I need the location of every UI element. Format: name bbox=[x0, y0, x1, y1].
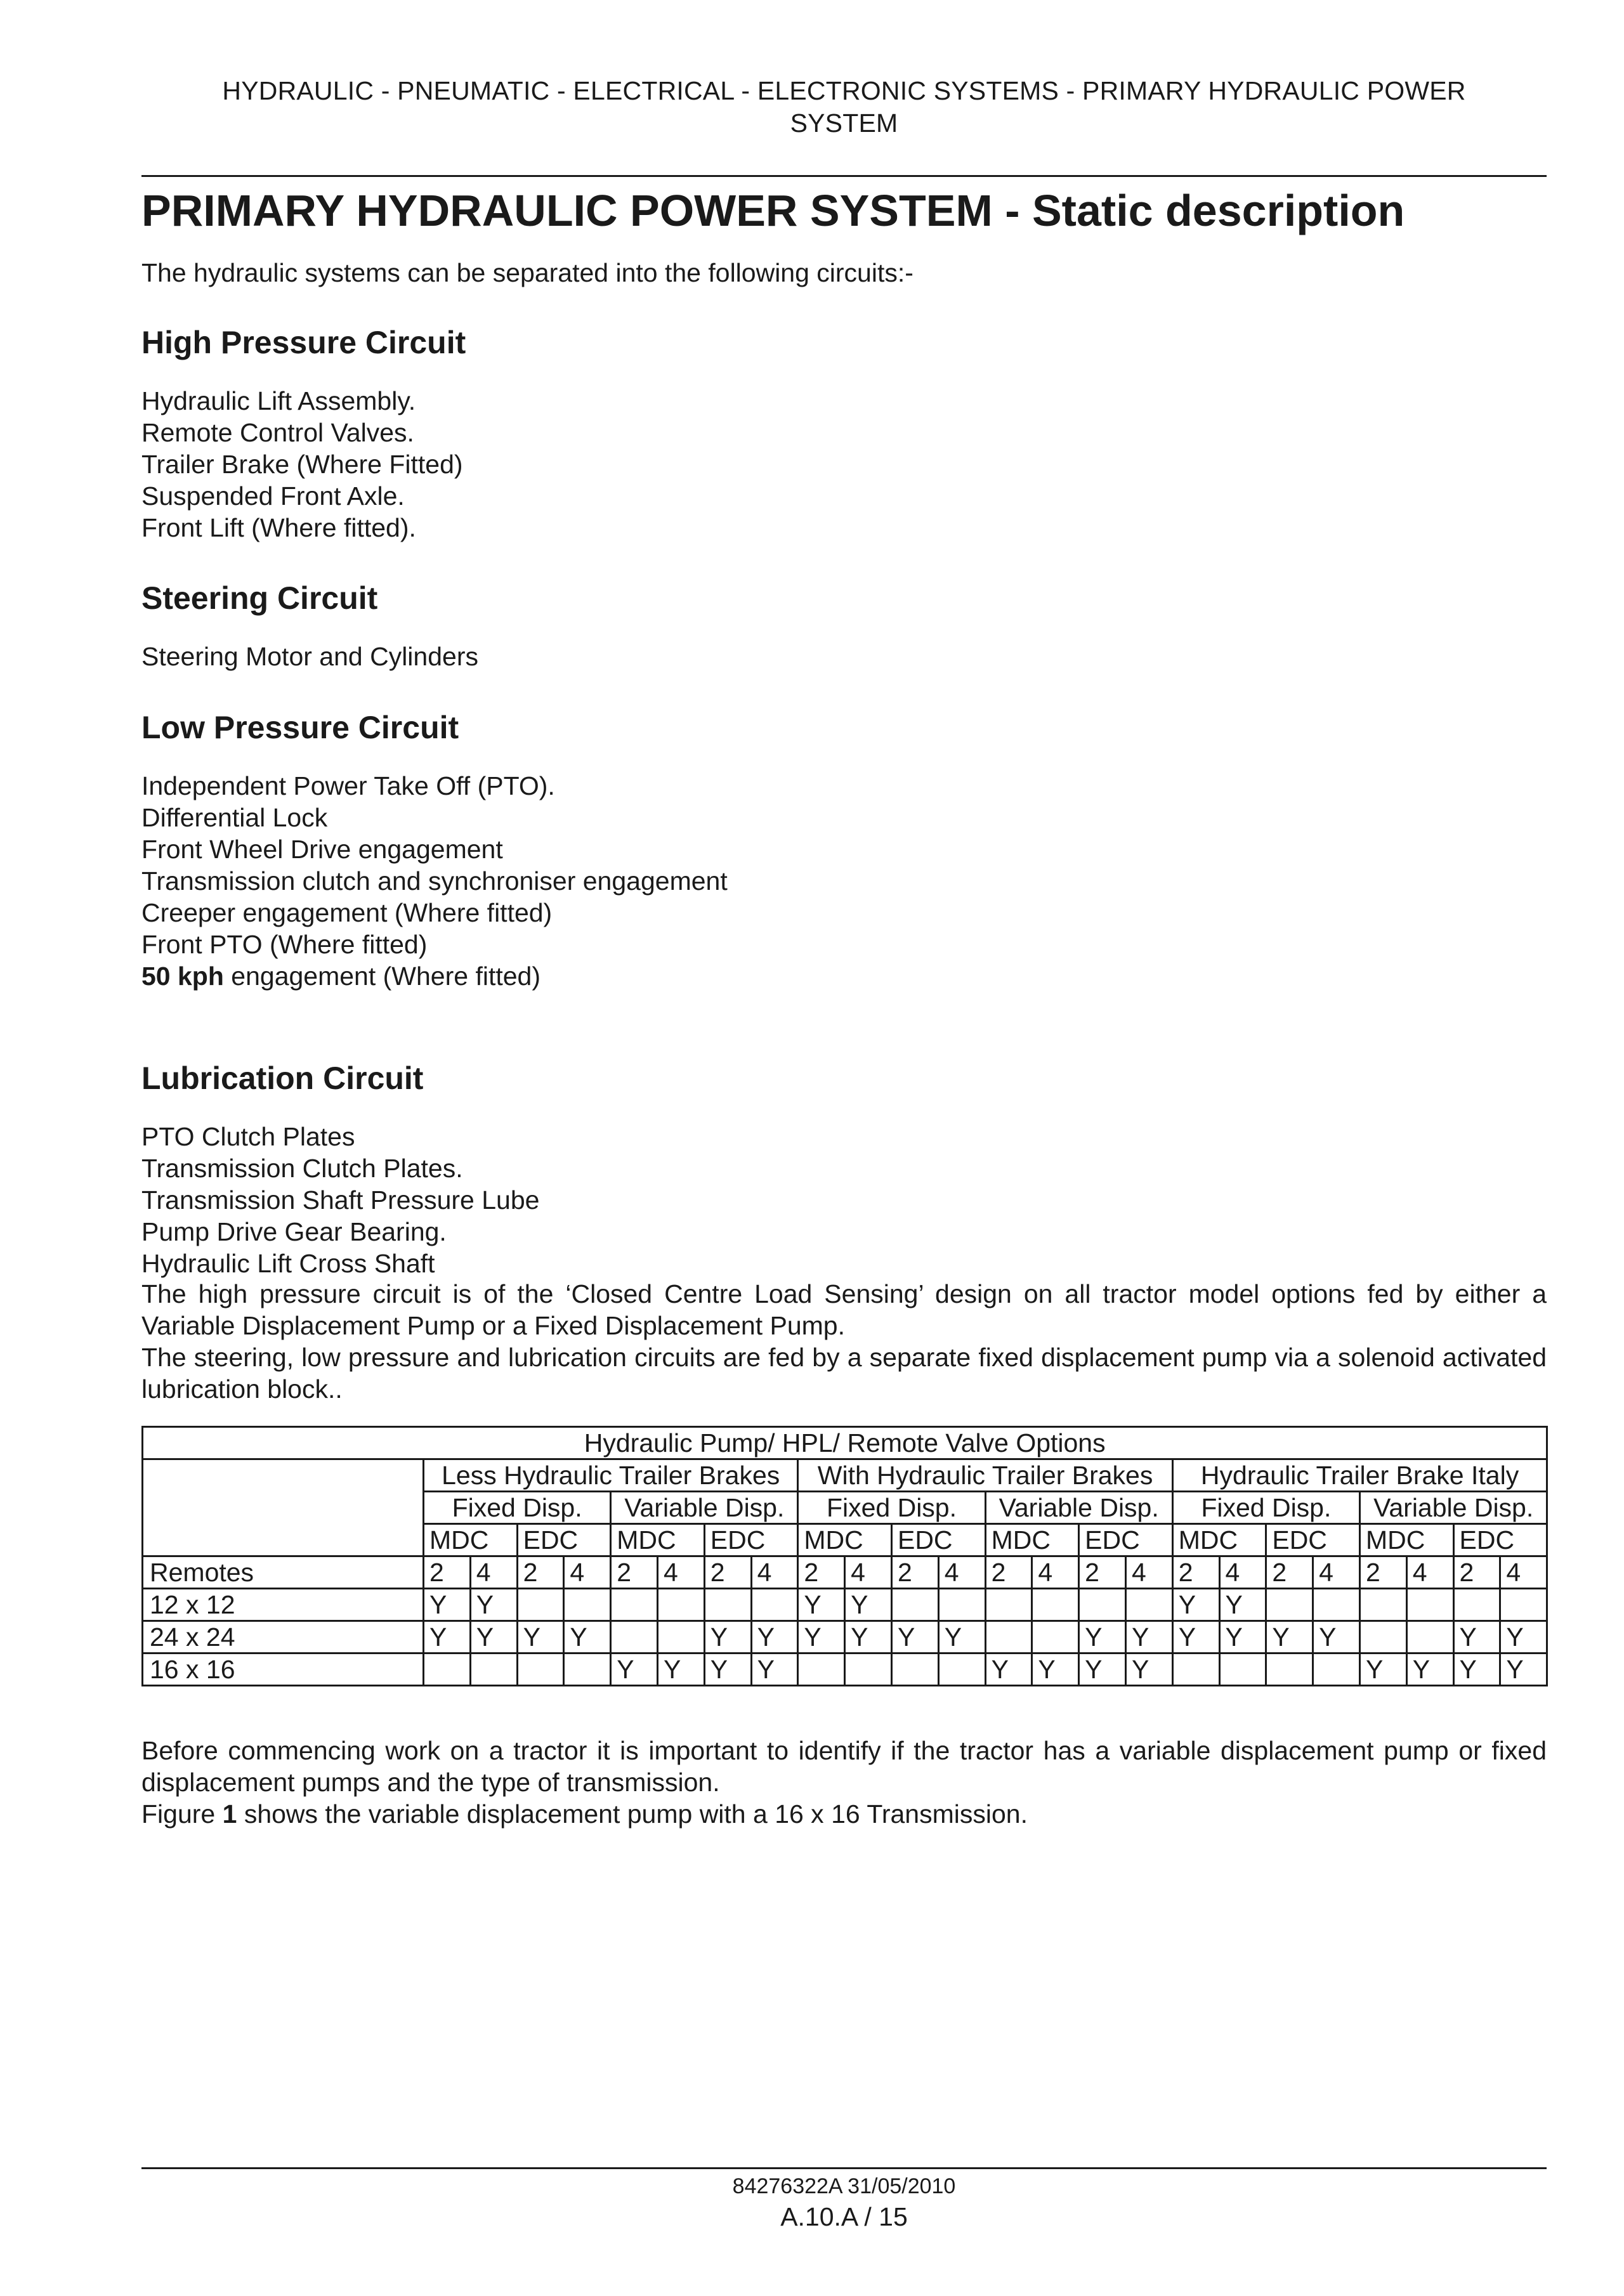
remotes-value: 2 bbox=[1079, 1556, 1126, 1589]
list-item: Transmission clutch and synchroniser engagement bbox=[141, 866, 728, 896]
control-header: MDC bbox=[798, 1524, 892, 1556]
remotes-value: 2 bbox=[424, 1556, 471, 1589]
option-cell: Y bbox=[751, 1654, 798, 1686]
pump-type-header: Fixed Disp. bbox=[424, 1492, 611, 1524]
option-cell bbox=[1406, 1621, 1453, 1654]
group-header: Hydraulic Trailer Brake Italy bbox=[1172, 1459, 1547, 1492]
high-pressure-section bbox=[141, 320, 1547, 544]
list-item: Suspended Front Axle. bbox=[141, 481, 405, 511]
option-cell: Y bbox=[845, 1589, 892, 1621]
option-cell bbox=[798, 1654, 845, 1686]
document-page bbox=[141, 0, 1547, 2296]
option-cell bbox=[845, 1654, 892, 1686]
option-cell bbox=[1266, 1654, 1313, 1686]
remotes-value: 2 bbox=[798, 1556, 845, 1589]
remotes-value: 2 bbox=[1266, 1556, 1313, 1589]
control-header: MDC bbox=[1359, 1524, 1453, 1556]
option-cell: Y bbox=[424, 1589, 471, 1621]
list-item: Trailer Brake (Where Fitted) bbox=[141, 450, 463, 479]
remotes-value: 4 bbox=[470, 1556, 517, 1589]
option-cell bbox=[1313, 1589, 1360, 1621]
lubrication-heading: Lubrication Circuit bbox=[141, 1060, 424, 1096]
option-cell bbox=[938, 1654, 985, 1686]
option-cell: Y bbox=[470, 1589, 517, 1621]
remotes-value: 4 bbox=[1313, 1556, 1360, 1589]
high-pressure-list bbox=[141, 385, 1547, 544]
option-cell bbox=[1359, 1621, 1406, 1654]
pump-type-header: Variable Disp. bbox=[611, 1492, 798, 1524]
steering-heading: Steering Circuit bbox=[141, 580, 378, 616]
option-cell: Y bbox=[1172, 1621, 1219, 1654]
control-header: MDC bbox=[424, 1524, 518, 1556]
group-header: With Hydraulic Trailer Brakes bbox=[798, 1459, 1172, 1492]
option-cell: Y bbox=[1500, 1621, 1547, 1654]
table-remotes-row bbox=[143, 1556, 1547, 1589]
page-title: PRIMARY HYDRAULIC POWER SYSTEM - Static description bbox=[141, 186, 1405, 235]
option-cell: Y bbox=[985, 1654, 1032, 1686]
lubrication-list bbox=[141, 1121, 1547, 1279]
control-header: MDC bbox=[985, 1524, 1079, 1556]
group-header: Less Hydraulic Trailer Brakes bbox=[424, 1459, 798, 1492]
option-cell bbox=[564, 1589, 611, 1621]
option-cell bbox=[1032, 1589, 1079, 1621]
remotes-value: 4 bbox=[564, 1556, 611, 1589]
control-header: EDC bbox=[891, 1524, 985, 1556]
pump-options-table bbox=[141, 1426, 1548, 1686]
remotes-value: 2 bbox=[1453, 1556, 1500, 1589]
control-header: EDC bbox=[1266, 1524, 1360, 1556]
remotes-label: Remotes bbox=[143, 1556, 424, 1589]
option-cell: Y bbox=[1453, 1654, 1500, 1686]
option-cell bbox=[1359, 1589, 1406, 1621]
list-item: Remote Control Valves. bbox=[141, 418, 414, 447]
option-cell: Y bbox=[611, 1654, 658, 1686]
option-cell: Y bbox=[845, 1621, 892, 1654]
list-item-rest: engagement (Where fitted) bbox=[223, 962, 540, 991]
option-cell: Y bbox=[1313, 1621, 1360, 1654]
list-item: Hydraulic Lift Cross Shaft bbox=[141, 1249, 435, 1278]
remotes-value: 2 bbox=[985, 1556, 1032, 1589]
option-cell: Y bbox=[470, 1621, 517, 1654]
control-header: EDC bbox=[517, 1524, 611, 1556]
option-cell bbox=[751, 1589, 798, 1621]
option-cell: Y bbox=[891, 1621, 938, 1654]
option-cell bbox=[470, 1654, 517, 1686]
option-cell: Y bbox=[704, 1654, 751, 1686]
description-paragraphs bbox=[141, 1278, 1547, 1405]
figure-ref-suffix: shows the variable displacement pump with a 16 x 16 Transmission. bbox=[237, 1799, 1028, 1829]
list-item: Differential Lock bbox=[141, 803, 328, 832]
option-cell bbox=[938, 1589, 985, 1621]
option-cell bbox=[611, 1621, 658, 1654]
table-row bbox=[143, 1589, 1547, 1621]
low-pressure-section bbox=[141, 705, 1547, 992]
option-cell: Y bbox=[1359, 1654, 1406, 1686]
option-cell: Y bbox=[798, 1589, 845, 1621]
transmission-label: 12 x 12 bbox=[143, 1589, 424, 1621]
remotes-value: 4 bbox=[1125, 1556, 1172, 1589]
control-header: EDC bbox=[1079, 1524, 1173, 1556]
option-cell: Y bbox=[657, 1654, 704, 1686]
list-item: Transmission Shaft Pressure Lube bbox=[141, 1185, 540, 1215]
option-cell bbox=[611, 1589, 658, 1621]
transmission-label: 16 x 16 bbox=[143, 1654, 424, 1686]
pump-type-header: Variable Disp. bbox=[1359, 1492, 1547, 1524]
low-pressure-heading: Low Pressure Circuit bbox=[141, 710, 459, 745]
paragraph: The steering, low pressure and lubrication circuits are fed by a separate fixed displacement pump via a solenoid activated lubrication block.. bbox=[141, 1343, 1547, 1404]
list-item-50kph bbox=[141, 960, 1547, 992]
low-pressure-list bbox=[141, 770, 1547, 992]
list-item: Independent Power Take Off (PTO). bbox=[141, 771, 555, 800]
option-cell: Y bbox=[1032, 1654, 1079, 1686]
intro-text: The hydraulic systems can be separated into the following circuits:- bbox=[141, 258, 914, 287]
option-cell: Y bbox=[1266, 1621, 1313, 1654]
option-cell bbox=[657, 1621, 704, 1654]
option-cell bbox=[704, 1589, 751, 1621]
list-item: PTO Clutch Plates bbox=[141, 1122, 355, 1151]
table-title-row bbox=[143, 1427, 1547, 1459]
paragraph: The high pressure circuit is of the ‘Closed Centre Load Sensing’ design on all tractor model options fed by either a Variable Displacement Pump or a Fixed Displacement Pump. bbox=[141, 1279, 1547, 1340]
pump-type-header: Fixed Disp. bbox=[1172, 1492, 1359, 1524]
remotes-value: 2 bbox=[517, 1556, 564, 1589]
control-header: EDC bbox=[1453, 1524, 1547, 1556]
lubrication-section bbox=[141, 1056, 1547, 1279]
option-cell bbox=[1313, 1654, 1360, 1686]
list-item: Pump Drive Gear Bearing. bbox=[141, 1217, 447, 1246]
table-corner-cell bbox=[143, 1459, 424, 1556]
option-cell bbox=[564, 1654, 611, 1686]
running-header bbox=[141, 75, 1547, 140]
remotes-value: 2 bbox=[611, 1556, 658, 1589]
document-code: 84276322A 31/05/2010 bbox=[732, 2174, 956, 2198]
remotes-value: 4 bbox=[751, 1556, 798, 1589]
identification-notes bbox=[141, 1735, 1547, 1830]
table-title: Hydraulic Pump/ HPL/ Remote Valve Options bbox=[143, 1427, 1547, 1459]
option-cell bbox=[1032, 1621, 1079, 1654]
list-item: Transmission Clutch Plates. bbox=[141, 1154, 463, 1183]
transmission-label: 24 x 24 bbox=[143, 1621, 424, 1654]
remotes-value: 2 bbox=[1172, 1556, 1219, 1589]
option-cell: Y bbox=[1453, 1621, 1500, 1654]
paragraph: Before commencing work on a tractor it is important to identify if the tractor has a variable displacement pump or fixed displacement pumps and the type of transmission. bbox=[141, 1736, 1547, 1797]
option-cell: Y bbox=[424, 1621, 471, 1654]
page-number: A.10.A / 15 bbox=[780, 2202, 908, 2231]
option-cell: Y bbox=[1125, 1621, 1172, 1654]
figure-reference bbox=[141, 1798, 1547, 1830]
option-cell: Y bbox=[564, 1621, 611, 1654]
option-cell bbox=[891, 1589, 938, 1621]
list-item: Steering Motor and Cylinders bbox=[141, 642, 478, 671]
running-header-line-2: SYSTEM bbox=[790, 108, 898, 138]
high-pressure-heading: High Pressure Circuit bbox=[141, 325, 466, 360]
table-row bbox=[143, 1654, 1547, 1686]
option-cell: Y bbox=[1172, 1589, 1219, 1621]
option-cell bbox=[1079, 1589, 1126, 1621]
option-cell: Y bbox=[751, 1621, 798, 1654]
option-cell bbox=[1266, 1589, 1313, 1621]
option-cell bbox=[1500, 1589, 1547, 1621]
list-item: Creeper engagement (Where fitted) bbox=[141, 898, 553, 927]
list-item: Front Wheel Drive engagement bbox=[141, 835, 503, 864]
figure-ref-prefix: Figure bbox=[141, 1799, 223, 1829]
remotes-value: 2 bbox=[704, 1556, 751, 1589]
remotes-value: 2 bbox=[891, 1556, 938, 1589]
option-cell: Y bbox=[1219, 1589, 1266, 1621]
remotes-value: 4 bbox=[1032, 1556, 1079, 1589]
pump-type-header: Fixed Disp. bbox=[798, 1492, 985, 1524]
remotes-value: 4 bbox=[1219, 1556, 1266, 1589]
option-cell: Y bbox=[1219, 1621, 1266, 1654]
option-cell: Y bbox=[517, 1621, 564, 1654]
option-cell: Y bbox=[704, 1621, 751, 1654]
option-cell: Y bbox=[1500, 1654, 1547, 1686]
option-cell bbox=[517, 1654, 564, 1686]
remotes-value: 4 bbox=[1406, 1556, 1453, 1589]
table-group-row bbox=[143, 1459, 1547, 1492]
footer-divider bbox=[141, 2167, 1547, 2169]
control-header: MDC bbox=[611, 1524, 705, 1556]
remotes-value: 2 bbox=[1359, 1556, 1406, 1589]
list-item: Front Lift (Where fitted). bbox=[141, 513, 416, 542]
option-cell: Y bbox=[1079, 1621, 1126, 1654]
header-divider bbox=[141, 175, 1547, 177]
option-cell bbox=[424, 1654, 471, 1686]
remotes-value: 4 bbox=[657, 1556, 704, 1589]
control-header: EDC bbox=[704, 1524, 798, 1556]
figure-number: 1 bbox=[222, 1799, 237, 1829]
option-cell: Y bbox=[798, 1621, 845, 1654]
option-cell: Y bbox=[1406, 1654, 1453, 1686]
control-header: MDC bbox=[1172, 1524, 1266, 1556]
option-cell: Y bbox=[938, 1621, 985, 1654]
speed-emphasis: 50 kph bbox=[141, 962, 224, 991]
option-cell bbox=[1453, 1589, 1500, 1621]
steering-section bbox=[141, 576, 1547, 672]
option-cell bbox=[1125, 1589, 1172, 1621]
option-cell bbox=[985, 1621, 1032, 1654]
table-row bbox=[143, 1621, 1547, 1654]
option-cell bbox=[1406, 1589, 1453, 1621]
option-cell bbox=[657, 1589, 704, 1621]
option-cell: Y bbox=[1125, 1654, 1172, 1686]
option-cell bbox=[1172, 1654, 1219, 1686]
remotes-value: 4 bbox=[845, 1556, 892, 1589]
remotes-value: 4 bbox=[938, 1556, 985, 1589]
option-cell: Y bbox=[1079, 1654, 1126, 1686]
option-cell bbox=[1219, 1654, 1266, 1686]
list-item: Front PTO (Where fitted) bbox=[141, 930, 428, 959]
pump-type-header: Variable Disp. bbox=[985, 1492, 1172, 1524]
running-header-line-1: HYDRAULIC - PNEUMATIC - ELECTRICAL - ELECTRONIC SYSTEMS - PRIMARY HYDRAULIC POWER bbox=[222, 76, 1466, 105]
option-cell bbox=[891, 1654, 938, 1686]
option-cell bbox=[517, 1589, 564, 1621]
list-item: Hydraulic Lift Assembly. bbox=[141, 386, 416, 415]
steering-list bbox=[141, 641, 1547, 672]
remotes-value: 4 bbox=[1500, 1556, 1547, 1589]
option-cell bbox=[985, 1589, 1032, 1621]
